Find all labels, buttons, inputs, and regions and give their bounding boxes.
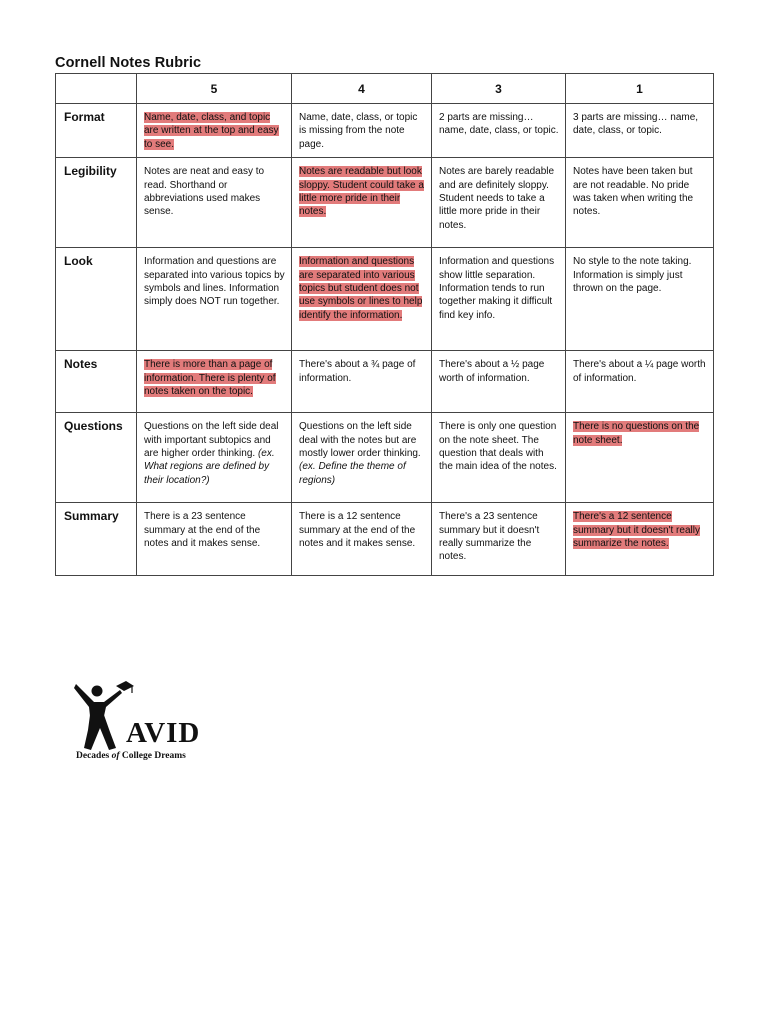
cell-text: Notes have been taken but are not readable. No pride was taken when writing the notes. (573, 166, 694, 218)
row-label: Notes (56, 351, 137, 413)
cell-text: There is a 23 sentence summary at the end of the notes and it makes sense. (144, 511, 261, 550)
rubric-cell-score-1 (566, 248, 714, 351)
highlighted-text: There's a 12 sentence summary but it doesn't really summarize the notes. (573, 511, 700, 550)
cell-text: Notes are barely readable and are definitely sloppy. Student needs to take a little more pride in their notes. (439, 166, 555, 231)
header-cell-score-4: 4 (292, 74, 432, 104)
row-label: Look (56, 248, 137, 351)
highlighted-text: There is more than a page of information. There is plenty of notes taken on the topic. (144, 359, 276, 398)
table-row (56, 413, 714, 503)
header-cell-blank (56, 74, 137, 104)
highlighted-text: There is no questions on the note sheet. (573, 421, 700, 446)
header-cell-score-5: 5 (137, 74, 292, 104)
cell-text: 2 parts are missing… name, date, class, or topic. (439, 112, 559, 137)
logo-wordmark: AVID (126, 717, 201, 749)
cell-text: No style to the note taking. Information is simply just thrown on the page. (573, 256, 692, 295)
header-row (56, 74, 714, 104)
row-label: Legibility (56, 158, 137, 248)
cell-text: Notes are neat and easy to read. Shorthand or abbreviations used makes sense. (144, 166, 265, 218)
rubric-cell-score-4 (292, 503, 432, 576)
row-label: Format (56, 104, 137, 158)
rubric-cell-score-4 (292, 158, 432, 248)
rubric-cell-score-4 (292, 248, 432, 351)
example-text: (ex. What regions are defined by their location?) (144, 448, 275, 486)
rubric-cell-score-4 (292, 104, 432, 158)
table-row (56, 248, 714, 351)
rubric-body (56, 104, 714, 576)
cell-text: Name, date, class, or topic is missing from the note page. (299, 112, 418, 150)
table-row (56, 104, 714, 158)
rubric-cell-score-3 (432, 503, 566, 576)
header-cell-score-1: 1 (566, 74, 714, 104)
table-row (56, 503, 714, 576)
table-row (56, 351, 714, 413)
cell-text: There is a 12 sentence summary at the end of the notes and it makes sense. (299, 511, 416, 550)
logo-tagline: Decades of College Dreams (76, 751, 186, 761)
row-label: Questions (56, 413, 137, 503)
cell-text: There is only one question on the note sheet. The question that deals with the main idea of the notes. (439, 421, 557, 473)
figure-icon (74, 680, 134, 752)
rubric-table (55, 73, 714, 576)
rubric-cell-score-5 (137, 158, 292, 248)
table-row (56, 158, 714, 248)
cell-text: There's about a ¾ page of information. (299, 359, 416, 384)
rubric-cell-score-1 (566, 158, 714, 248)
cell-text: There's about a ¼ page worth of information. (573, 359, 706, 384)
avid-logo (74, 680, 214, 764)
rubric-cell-score-5 (137, 248, 292, 351)
header-cell-score-3: 3 (432, 74, 566, 104)
row-label: Summary (56, 503, 137, 576)
cell-text: Questions on the left side deal with important subtopics and are higher order thinking. (144, 421, 279, 460)
highlighted-text: Information and questions are separated into various topics but student does not use symbols or lines to help identify the information. (299, 256, 423, 321)
rubric-cell-score-1 (566, 351, 714, 413)
page-title: Cornell Notes Rubric (55, 55, 202, 71)
rubric-cell-score-4 (292, 413, 432, 503)
cell-text: There's a 23 sentence summary but it doesn't really summarize the notes. (439, 511, 540, 563)
rubric-cell-score-3 (432, 104, 566, 158)
cell-text: There's about a ½ page worth of information. (439, 359, 545, 384)
rubric-cell-score-1 (566, 503, 714, 576)
cell-text: Information and questions show little separation. Information tends to run together making it difficult find key info. (439, 256, 555, 321)
rubric-cell-score-3 (432, 248, 566, 351)
rubric-cell-score-5 (137, 503, 292, 576)
rubric-cell-score-5 (137, 351, 292, 413)
cell-text: Questions on the left side deal with the notes but are mostly lower order thinking. (299, 421, 421, 460)
rubric-cell-score-5 (137, 104, 292, 158)
rubric-cell-score-1 (566, 104, 714, 158)
rubric-cell-score-1 (566, 413, 714, 503)
rubric-cell-score-3 (432, 158, 566, 248)
rubric-cell-score-3 (432, 351, 566, 413)
highlighted-text: Notes are readable but look sloppy. Student could take a little more pride in their notes. (299, 166, 424, 218)
cell-text: Information and questions are separated into various topics by symbols and lines. Information simply does NOT run together. (144, 256, 285, 308)
cell-text: 3 parts are missing… name, date, class, or topic. (573, 112, 699, 137)
example-text: (ex. Define the theme of regions) (299, 461, 406, 486)
highlighted-text: Name, date, class, and topic are written at the top and easy to see. (144, 112, 279, 150)
rubric-cell-score-3 (432, 413, 566, 503)
rubric-cell-score-4 (292, 351, 432, 413)
rubric-cell-score-5 (137, 413, 292, 503)
